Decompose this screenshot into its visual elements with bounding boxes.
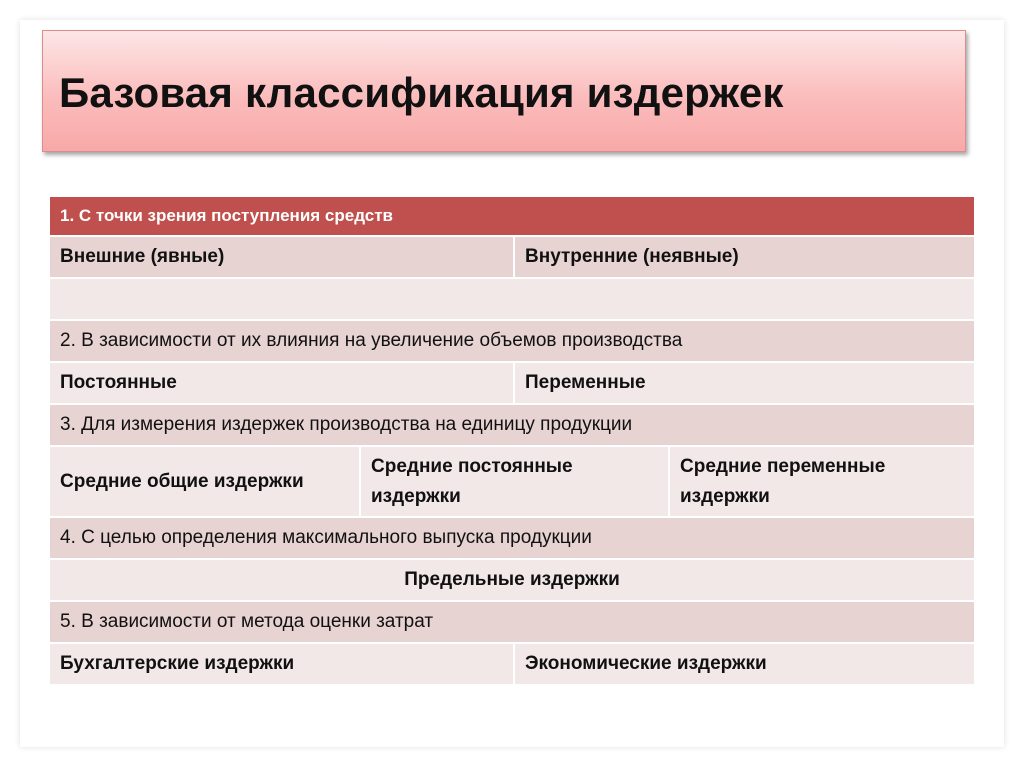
cell-accounting-costs: Бухгалтерские издержки bbox=[60, 653, 295, 674]
cell-internal-costs: Внутренние (неявные) bbox=[513, 237, 974, 277]
cell-fixed-costs: Постоянные bbox=[60, 372, 177, 393]
table-row-section-2 bbox=[50, 321, 974, 363]
cell-average-fixed-costs: Средние постоянные издержки bbox=[359, 447, 668, 516]
cell-external-costs: Внешние (явные) bbox=[60, 246, 225, 267]
table-row-fixed-variable bbox=[50, 363, 974, 405]
cell-economic-costs: Экономические издержки bbox=[513, 644, 974, 684]
table-row-section-5 bbox=[50, 602, 974, 644]
table-row-empty bbox=[50, 279, 974, 321]
cell-average-variable-costs: Средние переменные издержки bbox=[668, 447, 974, 516]
table-row-marginal bbox=[50, 560, 974, 602]
table-row-section-4 bbox=[50, 518, 974, 560]
table-row-external-internal bbox=[50, 237, 974, 279]
classification-table bbox=[50, 197, 974, 686]
section-2-heading: 2. В зависимости от их влияния на увеличение объемов производства bbox=[60, 330, 683, 351]
table-row-section-1 bbox=[50, 197, 974, 237]
cell-marginal-costs: Предельные издержки bbox=[404, 569, 620, 590]
table-row-section-3 bbox=[50, 405, 974, 447]
cell-average-total-costs: Средние общие издержки bbox=[60, 470, 304, 492]
cell-variable-costs: Переменные bbox=[513, 363, 974, 403]
slide-title: Базовая классификация издержек bbox=[59, 69, 784, 116]
title-box bbox=[42, 30, 966, 152]
section-3-heading: 3. Для измерения издержек производства на единицу продукции bbox=[60, 414, 633, 435]
table-row-average-costs bbox=[50, 447, 974, 518]
section-1-heading: 1. С точки зрения поступления средств bbox=[60, 206, 394, 225]
section-4-heading: 4. С целью определения максимального выпуска продукции bbox=[60, 527, 592, 548]
table-row-accounting-economic bbox=[50, 644, 974, 686]
section-5-heading: 5. В зависимости от метода оценки затрат bbox=[60, 611, 434, 632]
cell-empty bbox=[50, 279, 974, 319]
